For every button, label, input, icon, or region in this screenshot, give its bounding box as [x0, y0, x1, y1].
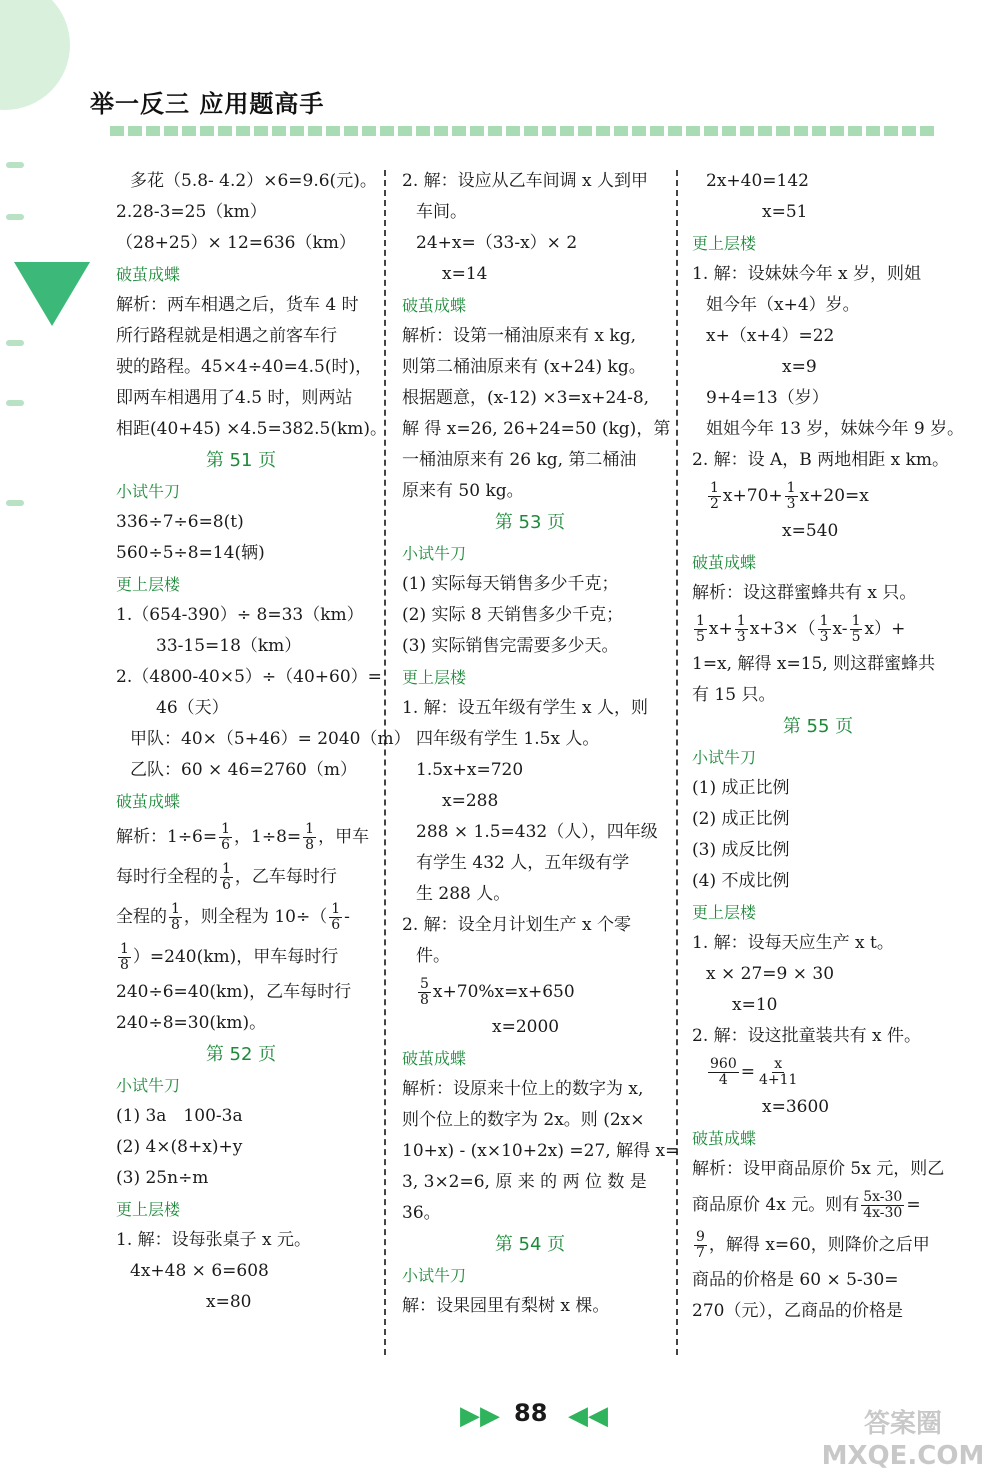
fraction	[219, 822, 232, 853]
text-line: 1. 解：设妹妹今年 x 岁，则姐	[692, 264, 922, 284]
text-line: (3) 成反比例	[692, 840, 790, 860]
page-heading: 第 54 页	[494, 1234, 566, 1255]
text-segment: -	[344, 907, 350, 927]
watermark-logo	[818, 1408, 988, 1478]
answer-column-2	[402, 166, 680, 1322]
text-line: 1.（654-390）÷ 8=33（km）	[116, 605, 364, 625]
text-line: 2. 解：设应从乙车间调 x 人到甲	[402, 171, 649, 191]
text-line: 解析：设原来十位上的数字为 x,	[402, 1079, 644, 1099]
text-line: x=9	[782, 357, 817, 377]
decor-mark	[6, 400, 24, 406]
fraction-denominator: 3	[819, 629, 829, 645]
text-line	[116, 937, 366, 977]
fraction-numerator: 1	[851, 613, 861, 629]
decor-circle	[0, 0, 70, 110]
text-segment: ，1÷8=	[234, 827, 302, 847]
fraction-denominator: 8	[120, 957, 129, 973]
text-line	[116, 817, 370, 857]
text-line: 288 × 1.5=432（人），四年级	[416, 822, 658, 842]
decor-mark	[6, 162, 24, 168]
text-segment: x）+	[864, 619, 906, 639]
fraction-denominator: 6	[221, 837, 231, 853]
text-line: x=2000	[492, 1017, 560, 1037]
section-heading: 破茧成蝶	[402, 1049, 467, 1068]
text-line: (4) 不成比例	[692, 871, 790, 891]
text-line: x=10	[732, 995, 778, 1015]
text-line: 240÷6=40(km)，乙车每时行	[116, 982, 352, 1002]
text-segment: ，甲车	[318, 827, 370, 847]
text-segment: 商品原价 4x 元。则有	[692, 1195, 860, 1215]
text-line: (3) 实际销售完需要多少天。	[402, 636, 619, 656]
text-line: (1) 3a 100-3a	[116, 1106, 243, 1126]
text-line: 姐姐今年 13 岁，妹妹今年 9 岁。	[706, 419, 965, 439]
text-segment: x+70%x=x+650	[432, 982, 575, 1002]
column-separator	[384, 170, 386, 1355]
text-line: 10+x) - (x×10+2x) =27, 解得 x=	[402, 1141, 680, 1161]
text-line: 1.5x+x=720	[416, 760, 524, 780]
fraction-denominator: 2	[710, 496, 719, 512]
text-line: 1=x, 解得 x=15, 则这群蜜蜂共	[692, 654, 936, 674]
text-line: 根据题意，(x-12) ×3=x+24-8,	[402, 388, 650, 408]
header-title: 举一反三 应用题高手	[90, 90, 325, 118]
text-segment: 全程的	[116, 907, 167, 927]
fraction	[303, 822, 316, 853]
fraction-denominator: 4+11	[758, 1072, 798, 1088]
text-line	[692, 1185, 944, 1225]
fraction-numerator: 1	[221, 821, 231, 837]
text-line: 1. 解：设每天应生产 x t。	[692, 933, 894, 953]
text-line: 270（元），乙商品的价格是	[692, 1301, 903, 1321]
watermark-line: MXQE.COM	[821, 1441, 985, 1471]
fraction	[169, 902, 182, 933]
text-segment: x-	[832, 619, 848, 639]
text-line: x=51	[762, 202, 808, 222]
double-arrow-right-icon: ▶▶	[460, 1401, 500, 1431]
page-heading: 第 51 页	[205, 450, 277, 471]
text-line: 9+4=13（岁）	[706, 388, 829, 408]
text-line: 则第二桶油原来有 (x+24) kg。	[402, 357, 646, 377]
decor-triangle	[14, 262, 90, 326]
text-line: 4x+48 × 6=608	[130, 1261, 269, 1281]
section-heading: 破茧成蝶	[692, 553, 757, 572]
fraction-numerator: 5x-30	[863, 1189, 903, 1205]
text-line: 2. 解：设 A，B 两地相距 x km。	[692, 450, 950, 470]
page-heading: 第 53 页	[494, 512, 566, 533]
text-line: 乙队：60 × 46=2760（m）	[130, 760, 357, 780]
double-arrow-left-icon: ◀◀	[568, 1401, 608, 1431]
text-line: 解：设果园里有梨树 x 棵。	[402, 1296, 610, 1316]
text-line: 甲队：40×（5+46）= 2040（m）	[130, 729, 411, 749]
section-heading: 小试牛刀	[116, 482, 181, 501]
text-line: 姐今年（x+4）岁。	[706, 295, 860, 315]
fraction-numerator: 9	[696, 1229, 705, 1245]
decor-mark	[6, 214, 24, 220]
fraction	[708, 481, 721, 512]
answer-column-1	[116, 166, 411, 1318]
text-line: 2.（4800-40×5）÷（40+60）=	[116, 667, 382, 687]
fraction-denominator: 8	[305, 837, 315, 853]
watermark-line: 答案圈	[863, 1409, 942, 1439]
section-heading: 小试牛刀	[402, 544, 467, 563]
section-heading: 更上层楼	[116, 575, 181, 594]
text-segment: x+70+	[722, 486, 783, 506]
text-line: 商品的价格是 60 × 5-30=	[692, 1270, 899, 1290]
text-line: x=288	[442, 791, 499, 811]
fraction	[785, 481, 798, 512]
section-heading: 破茧成蝶	[692, 1129, 757, 1148]
fraction	[418, 977, 431, 1008]
fraction	[818, 614, 831, 645]
section-heading: 更上层楼	[116, 1200, 181, 1219]
section-heading: 破茧成蝶	[402, 296, 467, 315]
text-line: 有 15 只。	[692, 685, 776, 705]
text-segment: ，乙车每时行	[234, 867, 337, 887]
text-line: 解 得 x=26, 26+24=50 (kg)，第	[402, 419, 671, 439]
text-line: 3, 3×2=6, 原 来 的 两 位 数 是	[402, 1172, 647, 1192]
fraction-denominator: 3	[736, 629, 746, 645]
text-line: (3) 25n÷m	[116, 1168, 209, 1188]
text-segment: =	[740, 1062, 755, 1082]
text-line	[692, 609, 944, 649]
fraction	[735, 614, 748, 645]
text-segment: x+	[708, 619, 733, 639]
fraction	[220, 862, 233, 893]
text-line: 生 288 人。	[416, 884, 511, 904]
fraction-numerator: 1	[305, 821, 315, 837]
text-line: x × 27=9 × 30	[706, 964, 835, 984]
text-segment: ）=240(km)，甲车每时行	[132, 947, 339, 967]
text-line: 24+x=（33-x）× 2	[416, 233, 578, 253]
text-line: 相距(40+45) ×4.5=382.5(km)。	[116, 419, 388, 439]
fraction-numerator: 1	[736, 613, 746, 629]
text-line: (2) 成正比例	[692, 809, 790, 829]
text-line: 36。	[402, 1203, 441, 1223]
fraction-numerator: 1	[710, 480, 719, 496]
section-heading: 更上层楼	[402, 668, 467, 687]
text-line: 336÷7÷6=8(t)	[116, 512, 244, 532]
text-line: 四年级有学生 1.5x 人。	[416, 729, 600, 749]
section-heading: 更上层楼	[692, 234, 757, 253]
text-line: 解析：两车相遇之后，货车 4 时	[116, 295, 359, 315]
fraction	[861, 1190, 904, 1221]
text-segment: x+3×（	[749, 619, 816, 639]
text-segment: 解析：1÷6=	[116, 827, 218, 847]
text-line: 原来有 50 kg。	[402, 481, 524, 501]
text-line: x=3600	[762, 1097, 830, 1117]
fraction-denominator: 6	[222, 877, 231, 893]
text-line: 车间。	[416, 202, 467, 222]
header-divider	[110, 126, 938, 136]
fraction	[329, 902, 342, 933]
text-line: 解析：设第一桶油原来有 x kg,	[402, 326, 636, 346]
text-line: x=14	[442, 264, 488, 284]
fraction-denominator: 4	[718, 1072, 728, 1088]
fraction-numerator: 960	[710, 1056, 737, 1072]
text-segment: ，则全程为 10÷（	[183, 907, 328, 927]
text-line: 2x+40=142	[706, 171, 809, 191]
fraction-numerator: 1	[786, 480, 796, 496]
text-line	[116, 857, 366, 897]
text-line: (1) 成正比例	[692, 778, 790, 798]
text-line: 2.28-3=25（km）	[116, 202, 267, 222]
fraction	[694, 1230, 707, 1261]
text-segment: x+20=x	[799, 486, 869, 506]
text-line: 则个位上的数字为 2x。则 (2x×	[402, 1110, 645, 1130]
section-heading: 小试牛刀	[116, 1076, 181, 1095]
text-line	[116, 897, 366, 937]
fraction-numerator: 1	[331, 901, 341, 917]
text-line: 解析：设这群蜜蜂共有 x 只。	[692, 583, 917, 603]
text-segment: =	[906, 1195, 921, 1215]
text-line: 560÷5÷8=14(辆)	[116, 543, 265, 563]
text-line: x=80	[206, 1292, 252, 1312]
section-heading: 小试牛刀	[402, 1266, 467, 1285]
section-heading: 更上层楼	[692, 903, 757, 922]
fraction	[757, 1057, 799, 1088]
section-heading: 破茧成蝶	[116, 792, 181, 811]
fraction	[118, 942, 131, 973]
text-line	[692, 1225, 944, 1265]
page-number: 88	[514, 1399, 548, 1427]
fraction-numerator: x	[774, 1056, 783, 1072]
fraction	[694, 614, 707, 645]
text-line	[402, 972, 658, 1012]
text-line: (2) 实际 8 天销售多少千克；	[402, 605, 624, 625]
fraction-denominator: 8	[420, 992, 429, 1008]
section-heading: 小试牛刀	[692, 748, 757, 767]
fraction-denominator: 7	[696, 1245, 705, 1261]
fraction-denominator: 5	[851, 629, 861, 645]
text-line: 件。	[416, 946, 450, 966]
text-line: (1) 实际每天销售多少千克；	[402, 574, 619, 594]
text-segment: ，解得 x=60，则降价之后甲	[708, 1235, 930, 1255]
text-line: 多花（5.8- 4.2）×6=9.6(元)。	[130, 171, 377, 191]
text-line: (2) 4×(8+x)+y	[116, 1137, 243, 1157]
fraction	[850, 614, 863, 645]
decor-mark	[6, 340, 24, 346]
fraction-denominator: 8	[171, 917, 180, 933]
text-line: x+（x+4）=22	[706, 326, 835, 346]
text-line	[692, 476, 944, 516]
text-line: 有学生 432 人，五年级有学	[416, 853, 630, 873]
fraction-numerator: 1	[819, 613, 829, 629]
answer-column-3	[692, 166, 965, 1327]
page-heading: 第 55 页	[782, 716, 854, 737]
text-segment: 每时行全程的	[116, 867, 218, 887]
fraction-numerator: 1	[171, 901, 180, 917]
fraction-numerator: 1	[222, 861, 231, 877]
text-line	[692, 1052, 944, 1092]
page-heading: 第 52 页	[205, 1044, 277, 1065]
text-line: 1. 解：设每张桌子 x 元。	[116, 1230, 312, 1250]
text-line: 2. 解：设这批童装共有 x 件。	[692, 1026, 922, 1046]
text-line: 一桶油原来有 26 kg, 第二桶油	[402, 450, 637, 470]
fraction-denominator: 3	[786, 496, 796, 512]
fraction-denominator: 4x-30	[863, 1205, 903, 1221]
text-line: 2. 解：设全月计划生产 x 个零	[402, 915, 632, 935]
fraction-numerator: 1	[120, 941, 129, 957]
column-separator	[676, 170, 678, 1355]
text-line: 所行路程就是相遇之前客车行	[116, 326, 337, 346]
fraction-numerator: 5	[420, 976, 429, 992]
text-line: 46（天）	[156, 698, 229, 718]
text-line: 240÷8=30(km)。	[116, 1013, 267, 1033]
text-line: 驶的路程。45×4÷40=4.5(时)，	[116, 357, 373, 377]
decor-mark	[6, 500, 24, 506]
text-line: x=540	[782, 521, 839, 541]
text-line: 解析：设甲商品原价 5x 元，则乙	[692, 1159, 945, 1179]
fraction-denominator: 6	[331, 917, 341, 933]
text-line: 即两车相遇用了4.5 时，则两站	[116, 388, 353, 408]
text-line: （28+25）× 12=636（km）	[116, 233, 356, 253]
fraction	[708, 1057, 739, 1088]
fraction-denominator: 5	[696, 629, 705, 645]
text-line: 1. 解：设五年级有学生 x 人，则	[402, 698, 649, 718]
fraction-numerator: 1	[696, 613, 705, 629]
text-line: 33-15=18（km）	[156, 636, 302, 656]
section-heading: 破茧成蝶	[116, 265, 181, 284]
